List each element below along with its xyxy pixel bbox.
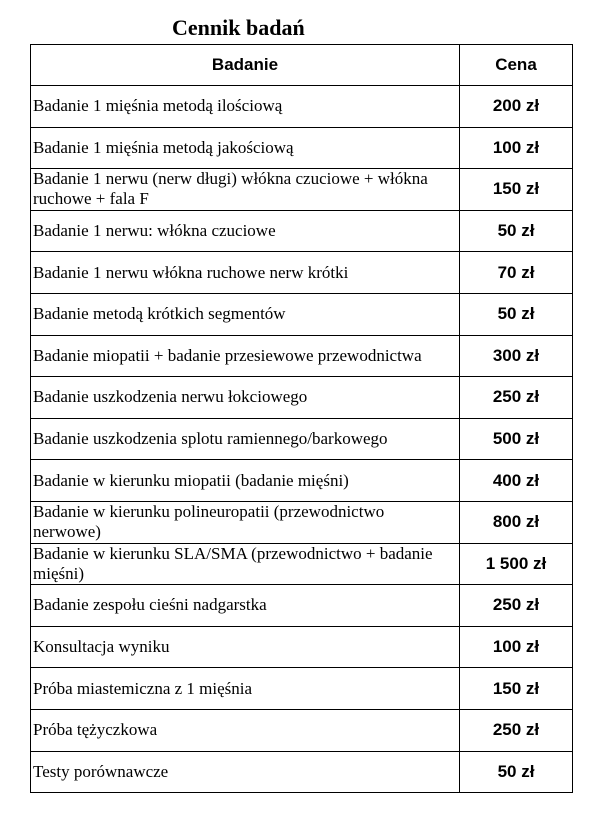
service-price: 400 zł	[460, 460, 573, 502]
price-table	[30, 44, 573, 793]
table-row	[31, 751, 573, 793]
service-name: Badanie 1 mięśnia metodą jakościową	[31, 127, 460, 169]
service-price: 100 zł	[460, 626, 573, 668]
table-row	[31, 252, 573, 294]
table-row	[31, 709, 573, 751]
table-row	[31, 668, 573, 710]
table-row	[31, 585, 573, 627]
service-name: Badanie uszkodzenia splotu ramiennego/barkowego	[31, 418, 460, 460]
service-name: Próba miastemiczna z 1 mięśnia	[31, 668, 460, 710]
service-price: 800 zł	[460, 501, 573, 543]
service-name: Badanie 1 nerwu: włókna czuciowe	[31, 210, 460, 252]
service-name: Testy porównawcze	[31, 751, 460, 793]
service-name: Konsultacja wyniku	[31, 626, 460, 668]
table-row	[31, 335, 573, 377]
service-name: Badanie 1 nerwu (nerw długi) włókna czuciowe + włókna ruchowe + fala F	[31, 169, 460, 211]
service-name: Próba tężyczkowa	[31, 709, 460, 751]
service-name: Badanie 1 mięśnia metodą ilościową	[31, 86, 460, 128]
table-row	[31, 210, 573, 252]
service-price: 50 zł	[460, 751, 573, 793]
service-name: Badanie uszkodzenia nerwu łokciowego	[31, 377, 460, 419]
service-name: Badanie w kierunku polineuropatii (przewodnictwo nerwowe)	[31, 501, 460, 543]
service-name: Badanie zespołu cieśni nadgarstka	[31, 585, 460, 627]
column-header-price: Cena	[460, 45, 573, 86]
table-row	[31, 169, 573, 211]
service-price: 500 zł	[460, 418, 573, 460]
table-row	[31, 293, 573, 335]
table-row	[31, 127, 573, 169]
service-price: 150 zł	[460, 668, 573, 710]
service-price: 200 zł	[460, 86, 573, 128]
service-name: Badanie miopatii + badanie przesiewowe przewodnictwa	[31, 335, 460, 377]
service-price: 70 zł	[460, 252, 573, 294]
service-name: Badanie w kierunku SLA/SMA (przewodnictwo + badanie mięśni)	[31, 543, 460, 585]
service-name: Badanie w kierunku miopatii (badanie mięśni)	[31, 460, 460, 502]
table-header-row	[31, 45, 573, 86]
service-price: 250 zł	[460, 585, 573, 627]
table-row	[31, 543, 573, 585]
service-price: 250 zł	[460, 377, 573, 419]
table-row	[31, 626, 573, 668]
table-row	[31, 86, 573, 128]
page-title: Cennik badań	[172, 15, 305, 40]
service-price: 50 zł	[460, 293, 573, 335]
table-row	[31, 377, 573, 419]
column-header-name: Badanie	[31, 45, 460, 86]
service-price: 250 zł	[460, 709, 573, 751]
service-price: 50 zł	[460, 210, 573, 252]
service-price: 150 zł	[460, 169, 573, 211]
service-name: Badanie 1 nerwu włókna ruchowe nerw krótki	[31, 252, 460, 294]
service-price: 300 zł	[460, 335, 573, 377]
table-row	[31, 460, 573, 502]
table-row	[31, 501, 573, 543]
service-name: Badanie metodą krótkich segmentów	[31, 293, 460, 335]
service-price: 1 500 zł	[460, 543, 573, 585]
service-price: 100 zł	[460, 127, 573, 169]
table-row	[31, 418, 573, 460]
